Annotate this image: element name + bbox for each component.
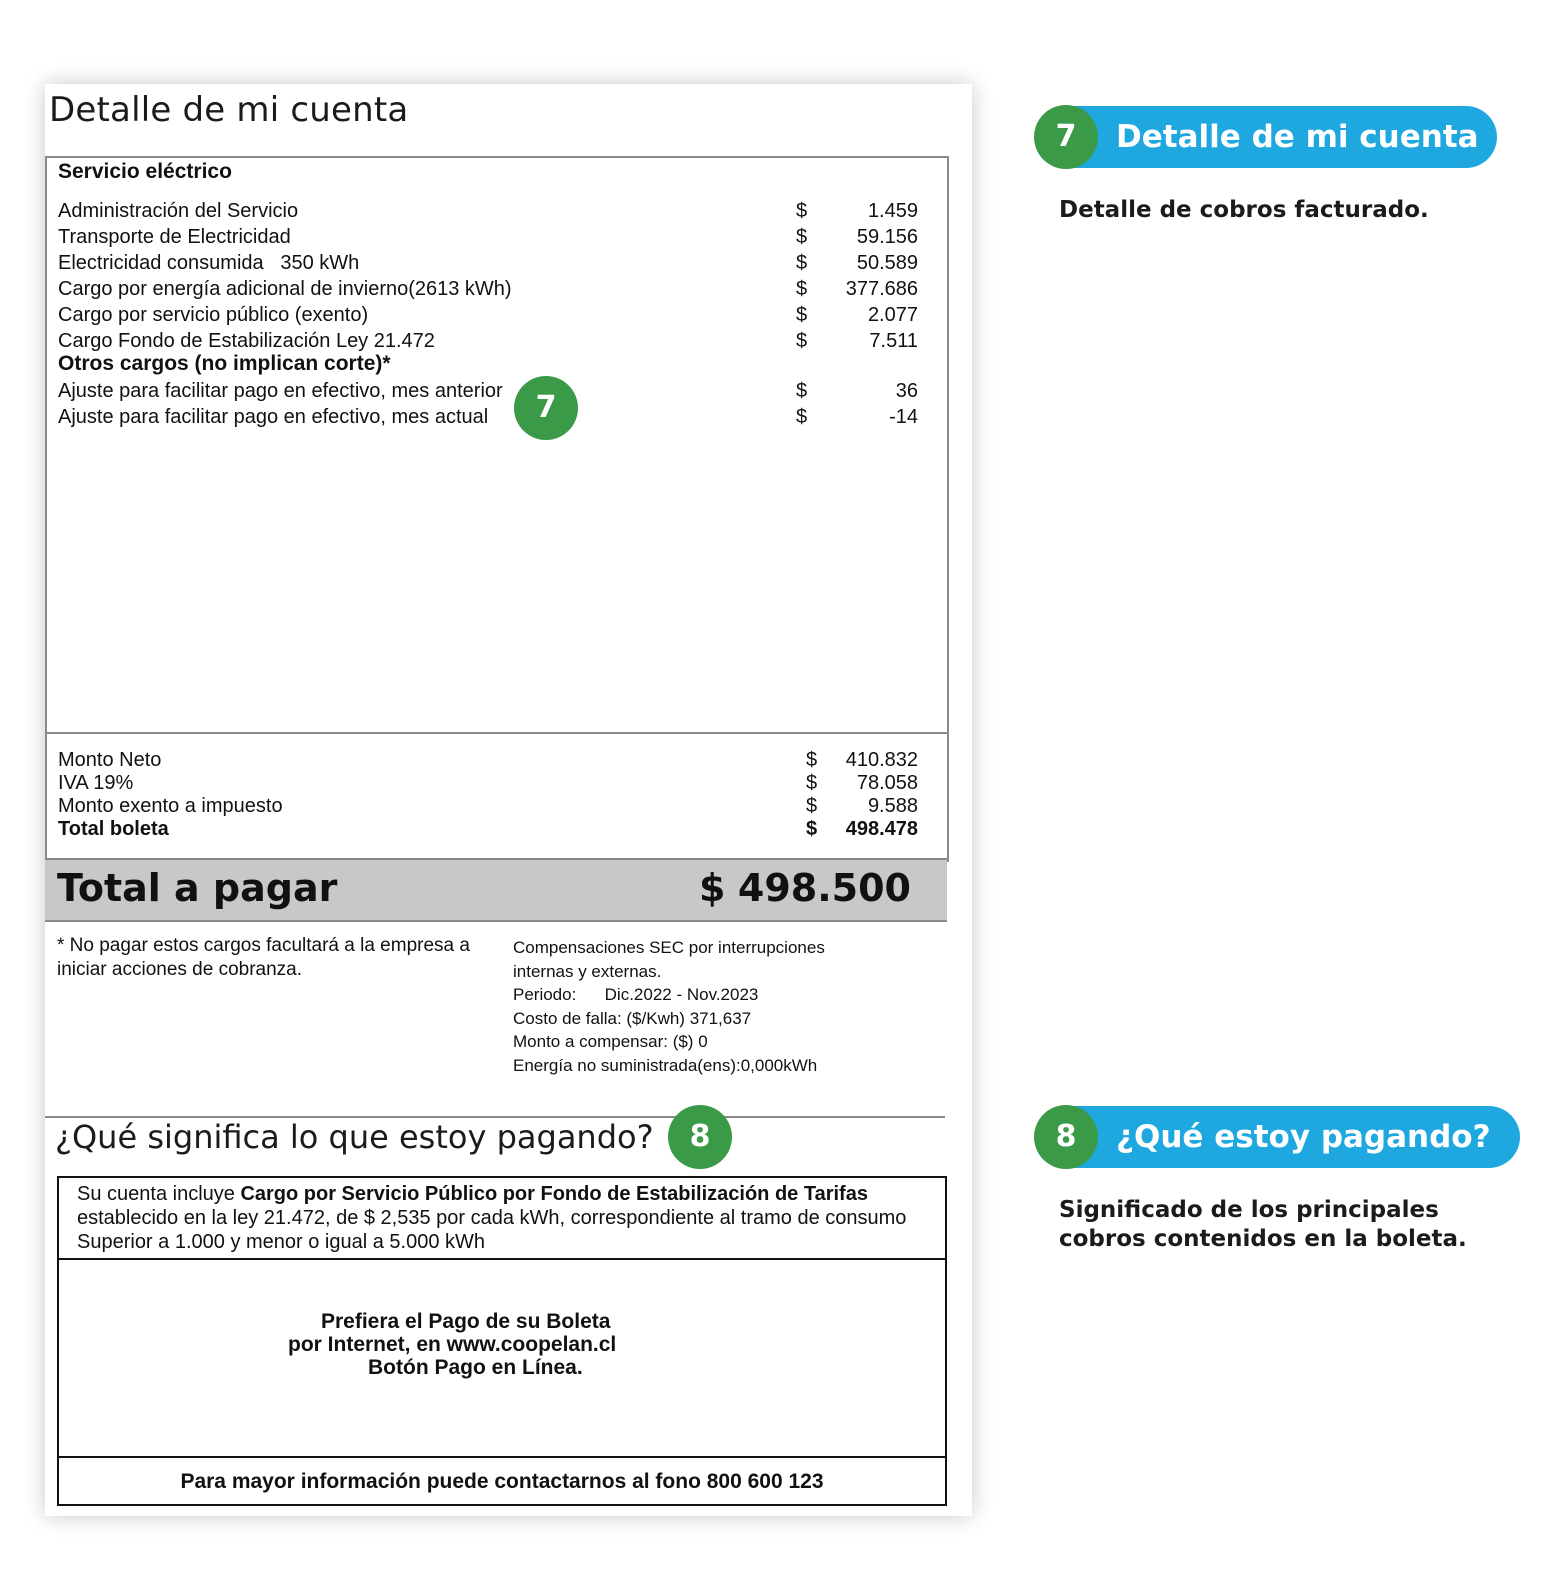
section-title: Servicio eléctrico [58,160,232,183]
charge-row [58,302,918,328]
info-text [77,1182,937,1254]
charge-currency: $ [796,330,808,352]
total-currency: $ [806,818,818,840]
charge-label: Cargo por energía adicional de invierno(2613 kWh) [58,278,512,300]
total-boleta-row [58,817,918,841]
contact-line: Para mayor información puede contactarnos al fono 800 600 123 [180,1470,824,1493]
charge-label: Cargo por servicio público (exento) [58,304,369,326]
other-charge-row [58,378,918,404]
callout-7-badge: 7 [1034,105,1098,169]
total-row [58,771,918,795]
charge-label: Ajuste para facilitar pago en efectivo, mes actual [58,406,489,428]
total-amount: 78.058 [856,772,918,794]
total-row [58,748,918,772]
callout-7-title: Detalle de mi cuenta [1116,119,1479,155]
charge-label: Administración del Servicio [58,200,299,222]
total-currency: $ [806,795,818,817]
total-to-pay-label: Total a pagar [57,866,338,910]
charge-row [58,276,918,302]
note-line: internas y externas. [513,961,662,981]
total-label: Monto Neto [58,749,162,771]
charge-row [58,250,918,276]
callout-7-description: Detalle de cobros facturado. [1059,197,1429,223]
charge-label: Transporte de Electricidad [58,226,291,248]
callout-8-pill [1036,1106,1520,1168]
totals-divider [47,732,947,734]
sec-compensation-note [513,936,933,1077]
promo-line: por Internet, en www.coopelan.cl [288,1333,617,1356]
total-amount: 9.588 [867,795,918,817]
info-suffix: establecido en la ley 21.472, de $ 2,535 por cada kWh, correspondiente al tramo de consumo Superior a 1.000 y menor o igual a 5.000 kWh [77,1207,907,1253]
other-charges-title: Otros cargos (no implican corte)* [58,352,391,375]
charge-amount: 377.686 [845,278,918,300]
charge-row [58,328,918,354]
total-to-pay-currency: $ [699,866,726,910]
info-box [57,1176,947,1506]
note-line: Energía no suministrada(ens):0,000kWh [513,1055,818,1075]
total-label: Monto exento a impuesto [58,795,283,817]
bill-sheet [45,84,972,1516]
callout-8-title: ¿Qué estoy pagando? [1116,1119,1491,1155]
note-line: Periodo: Dic.2022 - Nov.2023 [513,985,759,1004]
note-line: Monto a compensar: ($) 0 [513,1032,708,1051]
charge-amount: 2.077 [867,304,918,326]
charge-currency: $ [796,380,808,402]
total-row [58,794,918,818]
sheet-title: Detalle de mi cuenta [49,90,409,130]
total-to-pay-bar [45,858,947,922]
charge-row [58,224,918,250]
charge-label: Electricidad consumida 350 kWh [58,252,360,274]
promo-line: Prefiera el Pago de su Boleta [321,1310,611,1333]
note-line: Costo de falla: ($/Kwh) 371,637 [513,1008,752,1028]
marker-8-badge: 8 [668,1105,732,1169]
info-divider [59,1456,945,1458]
charge-currency: $ [796,226,808,248]
callout-8-badge: 8 [1034,1105,1098,1169]
charge-amount: -14 [889,406,918,428]
charge-currency: $ [796,406,808,428]
total-amount: 410.832 [845,749,918,771]
charge-amount: 59.156 [856,226,918,248]
charge-currency: $ [796,200,808,222]
marker-7-badge: 7 [514,376,578,440]
charge-currency: $ [796,252,808,274]
charge-amount: 50.589 [856,252,918,274]
question-title: ¿Qué significa lo que estoy pagando? [55,1118,654,1156]
charge-amount: 1.459 [867,200,918,222]
other-charge-row [58,404,918,430]
total-amount: 498.478 [845,818,918,840]
callout-8-description: Significado de los principales cobros contenidos en la boleta. [1059,1197,1467,1252]
info-prefix: Su cuenta incluye [77,1183,241,1205]
charge-amount: 7.511 [869,330,918,352]
info-divider [59,1258,945,1260]
collection-note: * No pagar estos cargos facultará a la empresa a iniciar acciones de cobranza. [57,935,470,980]
total-label: Total boleta [58,818,169,840]
charge-row [58,198,918,224]
note-line: Compensaciones SEC por interrupciones [513,938,825,957]
promo-line: Botón Pago en Línea. [368,1356,583,1379]
charge-currency: $ [796,278,808,300]
charge-label: Ajuste para facilitar pago en efectivo, mes anterior [58,380,503,402]
total-label: IVA 19% [58,772,134,794]
charge-label: Cargo Fondo de Estabilización Ley 21.472 [58,330,435,352]
total-to-pay-amount: 498.500 [737,866,911,910]
total-currency: $ [806,749,818,771]
charges-box [45,156,949,862]
info-bold: Cargo por Servicio Público por Fondo de Estabilización de Tarifas [240,1183,868,1205]
callout-7-pill [1036,106,1497,168]
charge-currency: $ [796,304,808,326]
charge-amount: 36 [895,380,918,402]
total-currency: $ [806,772,818,794]
